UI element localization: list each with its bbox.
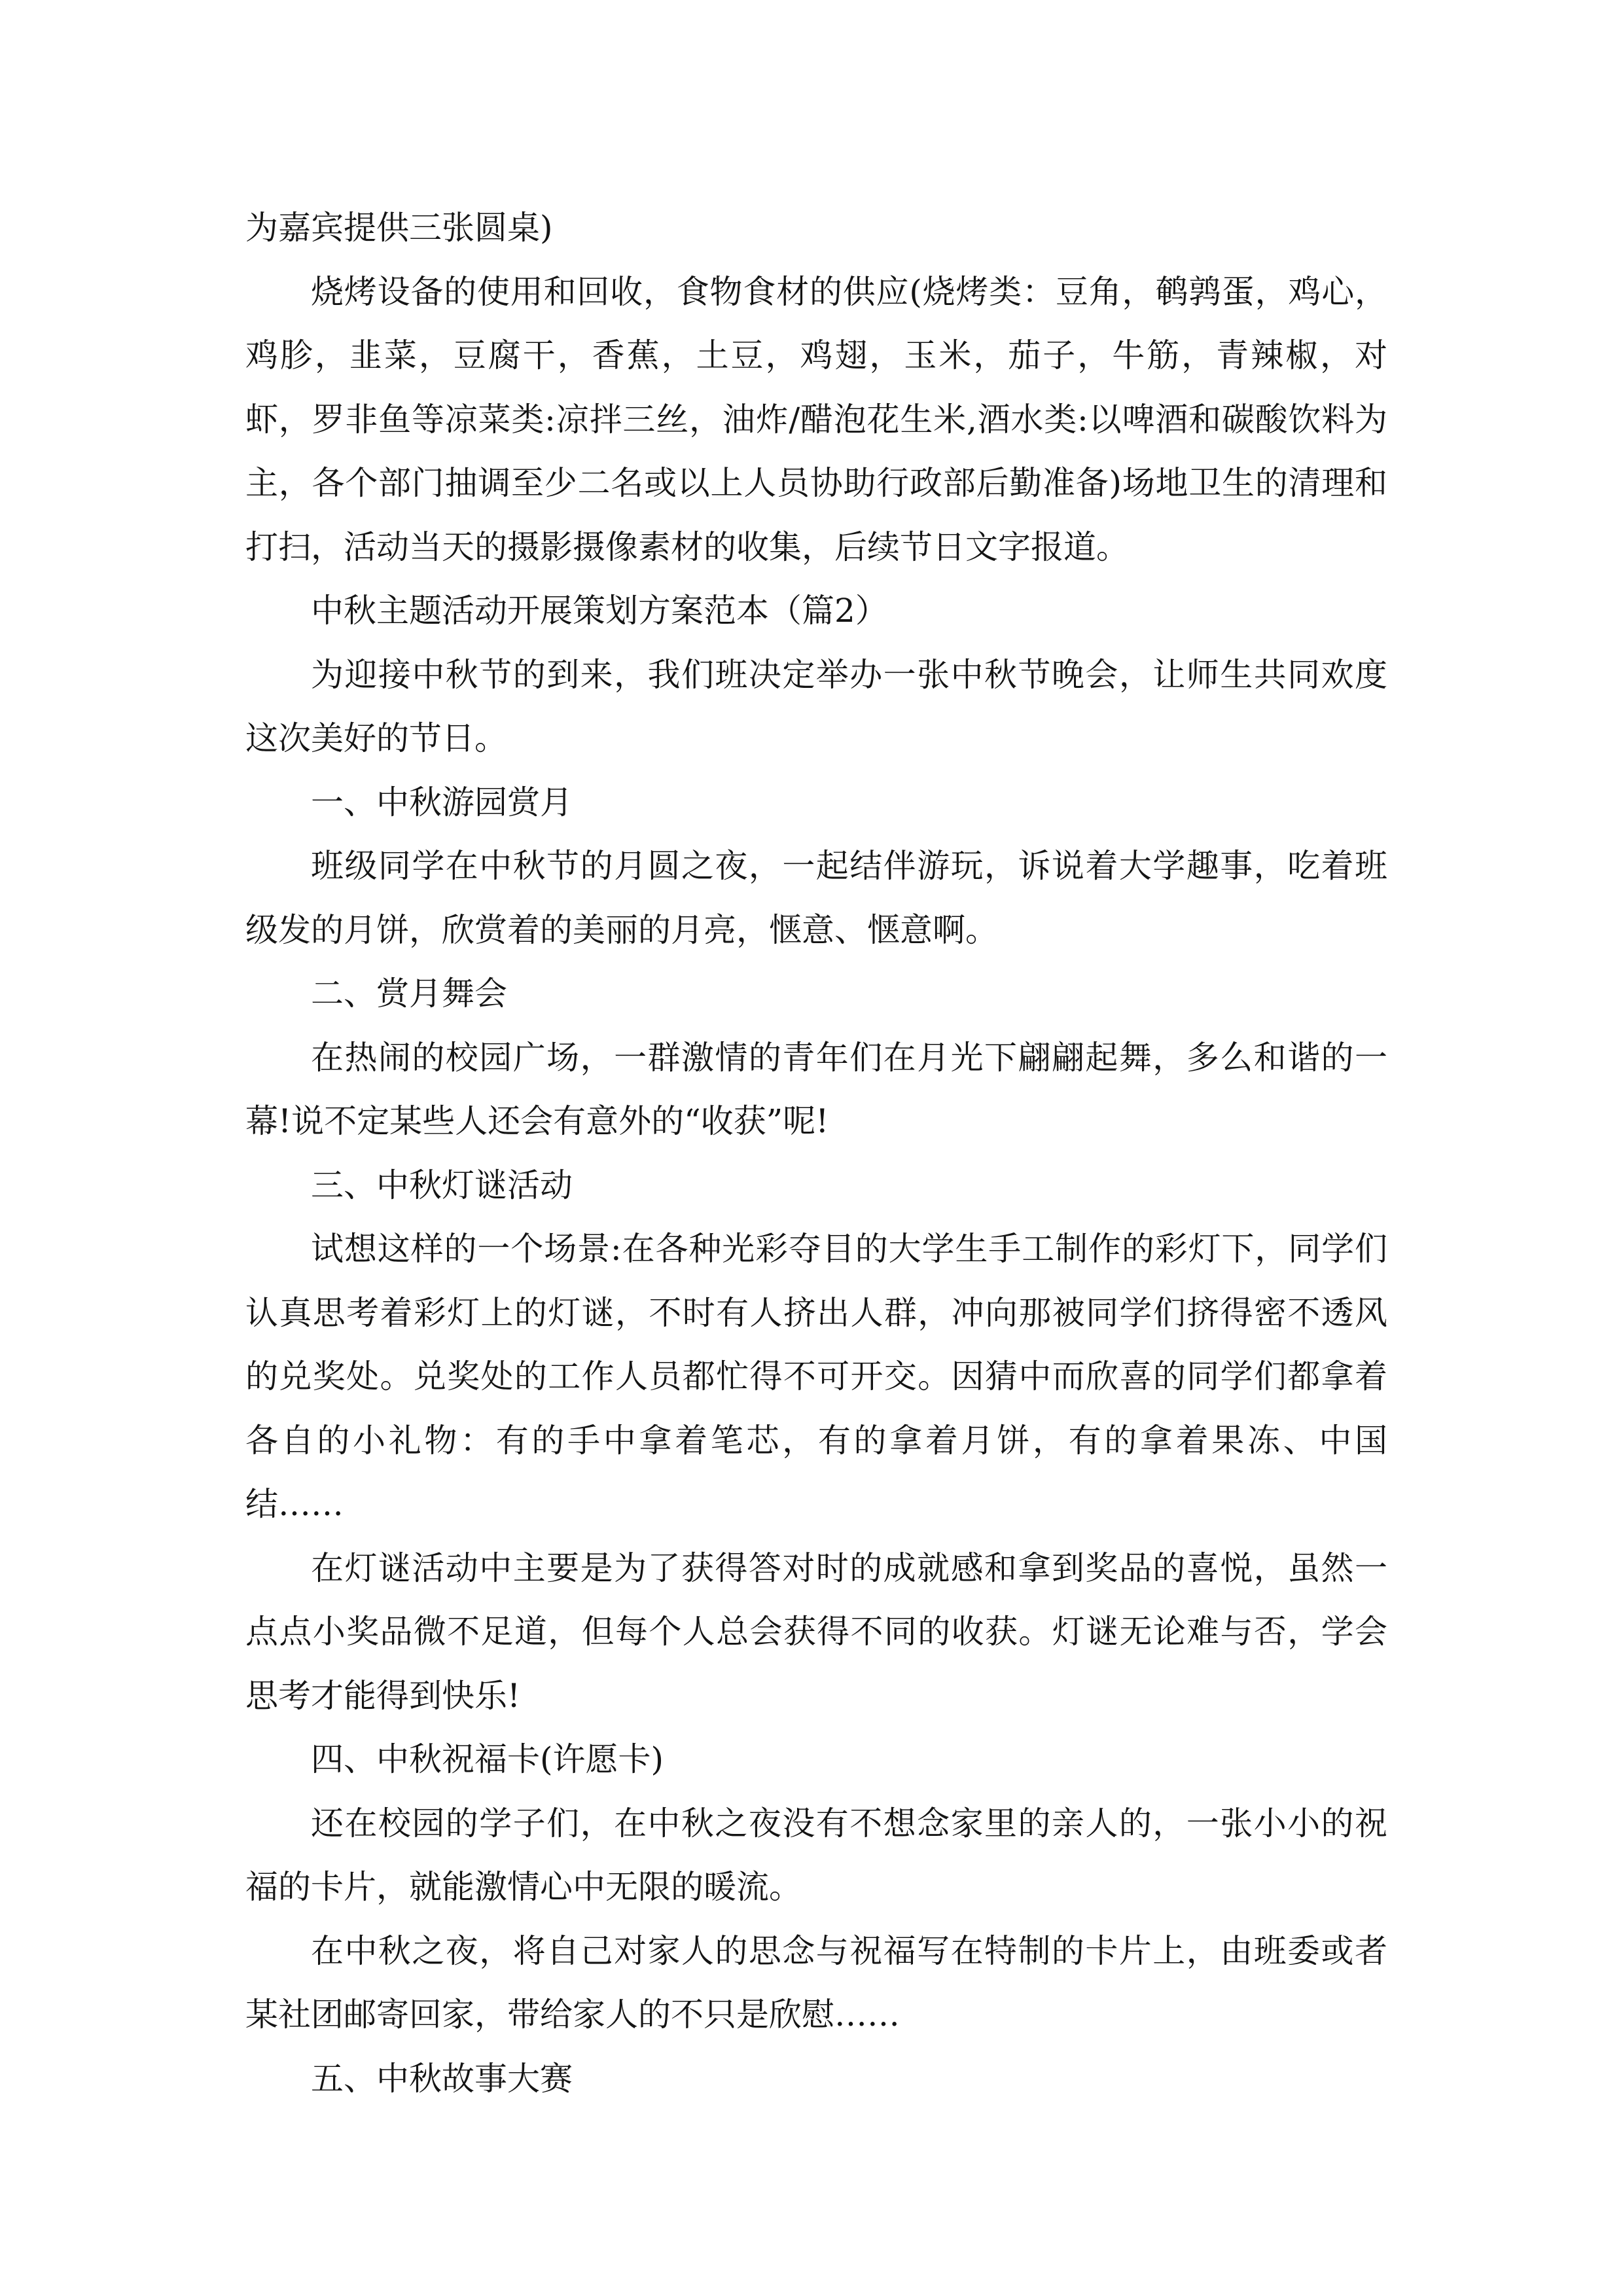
document-page [245,196,1387,2111]
paragraph-blessing-mail: 在中秋之夜，将自己对家人的思念与祝福写在特制的卡片上，由班委或者某社团邮寄回家，带给家人的不只是欣慰…… [245,1931,1387,2034]
heading-story-contest: 五、中秋故事大赛 [311,2059,573,2098]
paragraph-bbq-supplies: 烧烤设备的使用和回收，食物食材的供应(烧烤类：豆角，鹌鹑蛋，鸡心，鸡胗，韭菜，豆腐干，香蕉，土豆，鸡翅，玉米，茄子，牛筋，青辣椒，对虾，罗非鱼等凉菜类:凉拌三丝，油炸/醋泡花生米,酒水类:以啤酒和碳酸饮料为主，各个部门抽调至少二名或以上人员协助行政部后勤准备)场地卫生的清理和打扫，活动当天的摄影摄像素材的收集，后续节日文字报道。 [245,272,1387,566]
section-title: 中秋主题活动开展策划方案范本（篇2） [311,592,888,630]
paragraph-lantern-riddles: 试想这样的一个场景:在各种光彩夺目的大学生手工制作的彩灯下，同学们认真思考着彩灯上的灯谜，不时有人挤出人群，冲向那被同学们挤得密不透风的兑奖处。兑奖处的工作人员都忙得不可开交。因猜中而欣喜的同学们都拿着各自的小礼物：有的手中拿着笔芯，有的拿着月饼，有的拿着果冻、中国结…… [245,1230,1387,1523]
paragraph-dance: 在热闹的校园广场，一群激情的青年们在月光下翩翩起舞，多么和谐的一幕!说不定某些人还会有意外的“收获”呢! [245,1038,1387,1140]
paragraph-blessing-card: 还在校园的学子们，在中秋之夜没有不想念家里的亲人的，一张小小的祝福的卡片，就能激情心中无限的暖流。 [245,1804,1387,1906]
heading-moon-viewing: 一、中秋游园赏月 [311,783,573,821]
paragraph-riddle-rewards: 在灯谜活动中主要是为了获得答对时的成就感和拿到奖品的喜悦，虽然一点点小奖品微不足道，但每个人总会获得不同的收获。灯谜无论难与否，学会思考才能得到快乐! [245,1549,1387,1715]
paragraph-moon-viewing: 班级同学在中秋节的月圆之夜，一起结伴游玩，诉说着大学趣事，吃着班级发的月饼，欣赏着的美丽的月亮，惬意、惬意啊。 [245,847,1387,949]
heading-blessing-card: 四、中秋祝福卡(许愿卡) [311,1740,664,1778]
heading-lantern-riddles: 三、中秋灯谜活动 [311,1166,573,1204]
paragraph-intro: 为迎接中秋节的到来，我们班决定举办一张中秋节晚会，让师生共同欢度这次美好的节日。 [245,655,1387,757]
heading-dance: 二、赏月舞会 [311,975,507,1013]
paragraph-continuation: 为嘉宾提供三张圆桌) [245,209,553,247]
